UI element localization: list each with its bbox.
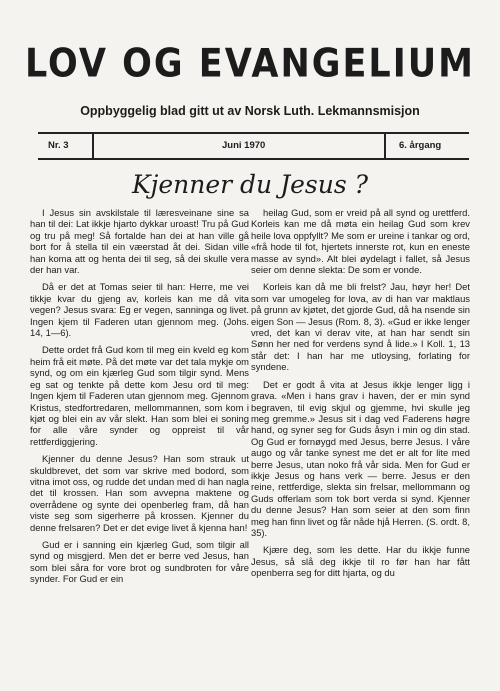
left-column [30,207,249,585]
issue-date: Juni 1970 [222,140,266,151]
paragraph: Kjære deg, som les dette. Har du ikkje funne Jesus, så slå deg ikkje til ro før han har fått openberra seg for ditt hjarta, og du [251,544,470,579]
article-headline: Kjenner du Jesus ? [131,170,369,199]
paragraph: Kjenner du denne Jesus? Han som strauk ut skuldbrevet, det som var skrive med bodord, som vitna imot oss, og rudde det undan med di han nagla det til krossen. Han som avvepna maktene og overrådene og synte dei openberleg fram, då han viste seg som sigerherre på krossen. Kjenner du denne frelsaren? Det er det evige livet å kjenna han! [30,453,249,533]
paragraph: I Jesus sin avskilstale til læresveinane sine sa han til dei: Lat ikkje hjarto dykkar uroast! Tru på Gud og tru på meg! Så fortalde han dei at han ville gå bort for å stella til ein væerstad åt dei. Sidan ville han koma att og henta dei til seg, så dei skulle vera der han var. [30,207,249,276]
paragraph: Gud er i sanning ein kjærleg Gud, som tilgir all synd og misgjerd. Men det er berre ved Jesus, han som blei såra for vore brot og sundbroten for våre synder. For Gud er ein [30,538,249,585]
paragraph: Då er det at Tomas seier til han: Herre, me vei tikkje kvar du gjeng av, korleis kan me då vita vegen? Jesus svara: Eg er vegen, sanninga og livet. Ingen kjem til Faderen utan gjennom meg. (Johs. 14, 1—6). [30,281,249,339]
masthead-title: LOV OG EVANGELIUM [24,41,476,87]
right-column [251,207,470,579]
issue-volume: 6. årgang [399,140,442,151]
paragraph: Det er godt å vita at Jesus ikkje lenger ligg i grava. «Men i hans grav i haven, der er min synd begraven, til evig skjul og gjemme, hvi skulle jeg meg gremme.» Jesus sit i dag ved Faderens høgre hand, og syner seg for Guds åsyn i min og din stad. Og Gud er fornøygd med Jesus, berre Jesus. I våre augo og vår tanke synest me det er alt for lite med berre Jesus, utan noko frå vår sida. Men for Gud er ikkje Jesus og hans verk — berre. Jesus er den reine, rettferdige, slekta sin frelsar, mellommann og Guds offerlam som tok bort verda si synd. Kjenner du denne Jesus? Han som seier at den som finn meg han finn livet og får nåde hjå Herren. (S. ordt. 8, 35). [251,378,470,538]
issue-number: Nr. 3 [48,140,69,151]
paragraph: heilag Gud, som er vreid på all synd og urettferd. Korleis kan me då møta ein heilag Gud som krev heile lova oppfyllt? Me som er ureine i tankar og ord, «frå hode til fot, hjertets innerste rot, kun en eneste masse av synd». Alt blei øydelagt i fallet, så Jesus seier om denne slekta: De som er vonde. [251,207,470,276]
issue-bar [38,132,469,160]
masthead-subtitle: Oppbyggelig blad gitt ut av Norsk Luth. Lekmannsmisjon [80,104,420,118]
paragraph: Korleis kan då me bli frelst? Jau, høyr her! Det som var umogeleg for lova, av di han var maktlaus på grunn av kjøtet, det gjorde Gud, då ha nsende sin eigen Son — Jesus (Rom. 8, 3). «Gud er ikke lenger vred, det kan vi derav vite, at han har sendt sin Sønn her ned for verdens synd å lide.» I Koll. 1, 13 står det: I han har me utloysing, forlating for syndene. [251,281,470,373]
paragraph: Dette ordet frå Gud kom til meg ein kveld eg kom heim frå eit møte. På det møte var det tala mykje om synd, og om ein kjærleg Gud som tilgir synd. Mens eg sat og tenkte på dette kom Jesu ord til meg: Ingen kjem til Faderen utan gjennom meg. Gjennom Kristus, stedfortredaren, mellommannen, som kom i kjøt og blei ein av vår slekt. Han som blei ei soning for alle våre synder og oppreist til vår rettferdiggjering. [30,344,249,447]
issue-divider [92,134,94,158]
issue-divider [384,134,386,158]
